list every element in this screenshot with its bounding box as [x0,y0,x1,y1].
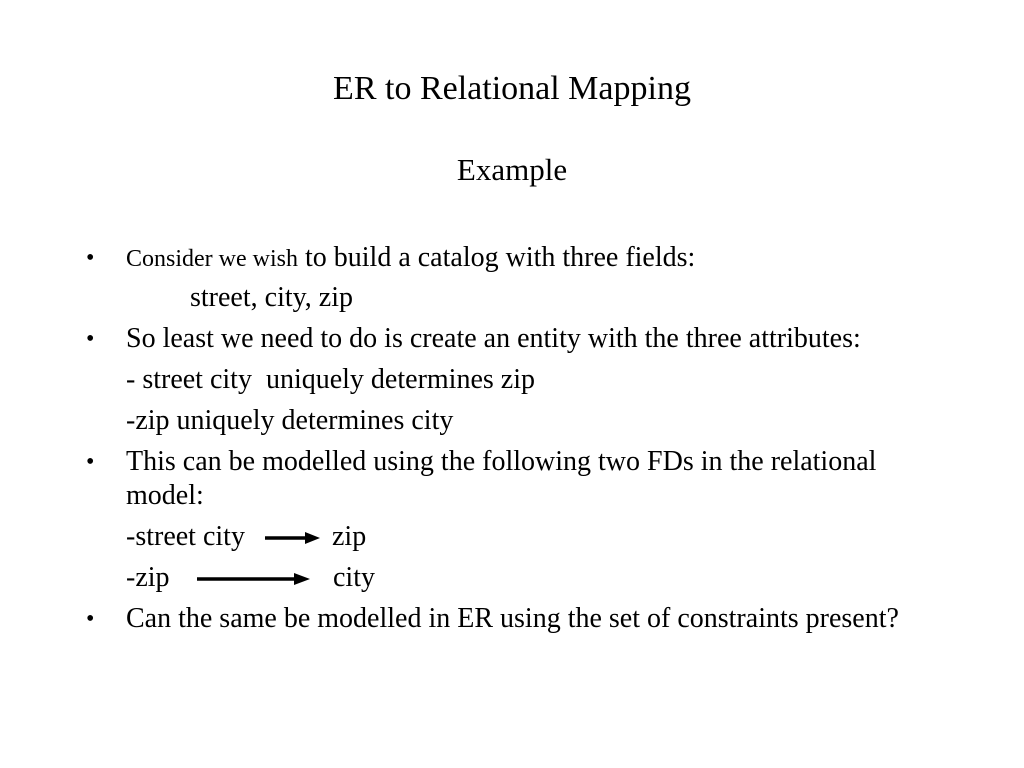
constraint-1: - street city uniquely determines zip [126,364,535,395]
fd-1-rhs: zip [332,521,367,552]
fields-list: street, city, zip [190,282,354,313]
right-arrow-icon [197,573,311,585]
slide-title: ER to Relational Mapping [333,70,691,107]
bullet-1-rest: to build a catalog with three fields: [297,242,696,273]
bullet-1-text [126,242,695,275]
bullet-4-text: Can the same be modelled in ER using the set of constraints present? [126,603,899,634]
bullet-3-glyph: • [86,449,95,475]
fd-2-lhs: -zip [126,562,170,593]
bullet-1-lead: Consider we wish [126,246,298,272]
bullet-1-glyph: • [86,245,95,271]
right-arrow-icon [265,532,321,544]
fd-2-rhs: city [333,562,375,593]
bullet-2-text: So least we need to do is create an entity with the three attributes: [126,323,861,354]
slide-subtitle: Example [456,152,568,187]
bullet-4-glyph: • [86,606,95,632]
constraint-2: -zip uniquely determines city [126,405,454,436]
bullet-3-text-continued: model: [126,480,204,511]
bullet-2-glyph: • [86,326,95,352]
bullet-3-text: This can be modelled using the following two FDs in the relational [126,446,877,477]
fd-1-lhs: -street city [126,521,245,552]
